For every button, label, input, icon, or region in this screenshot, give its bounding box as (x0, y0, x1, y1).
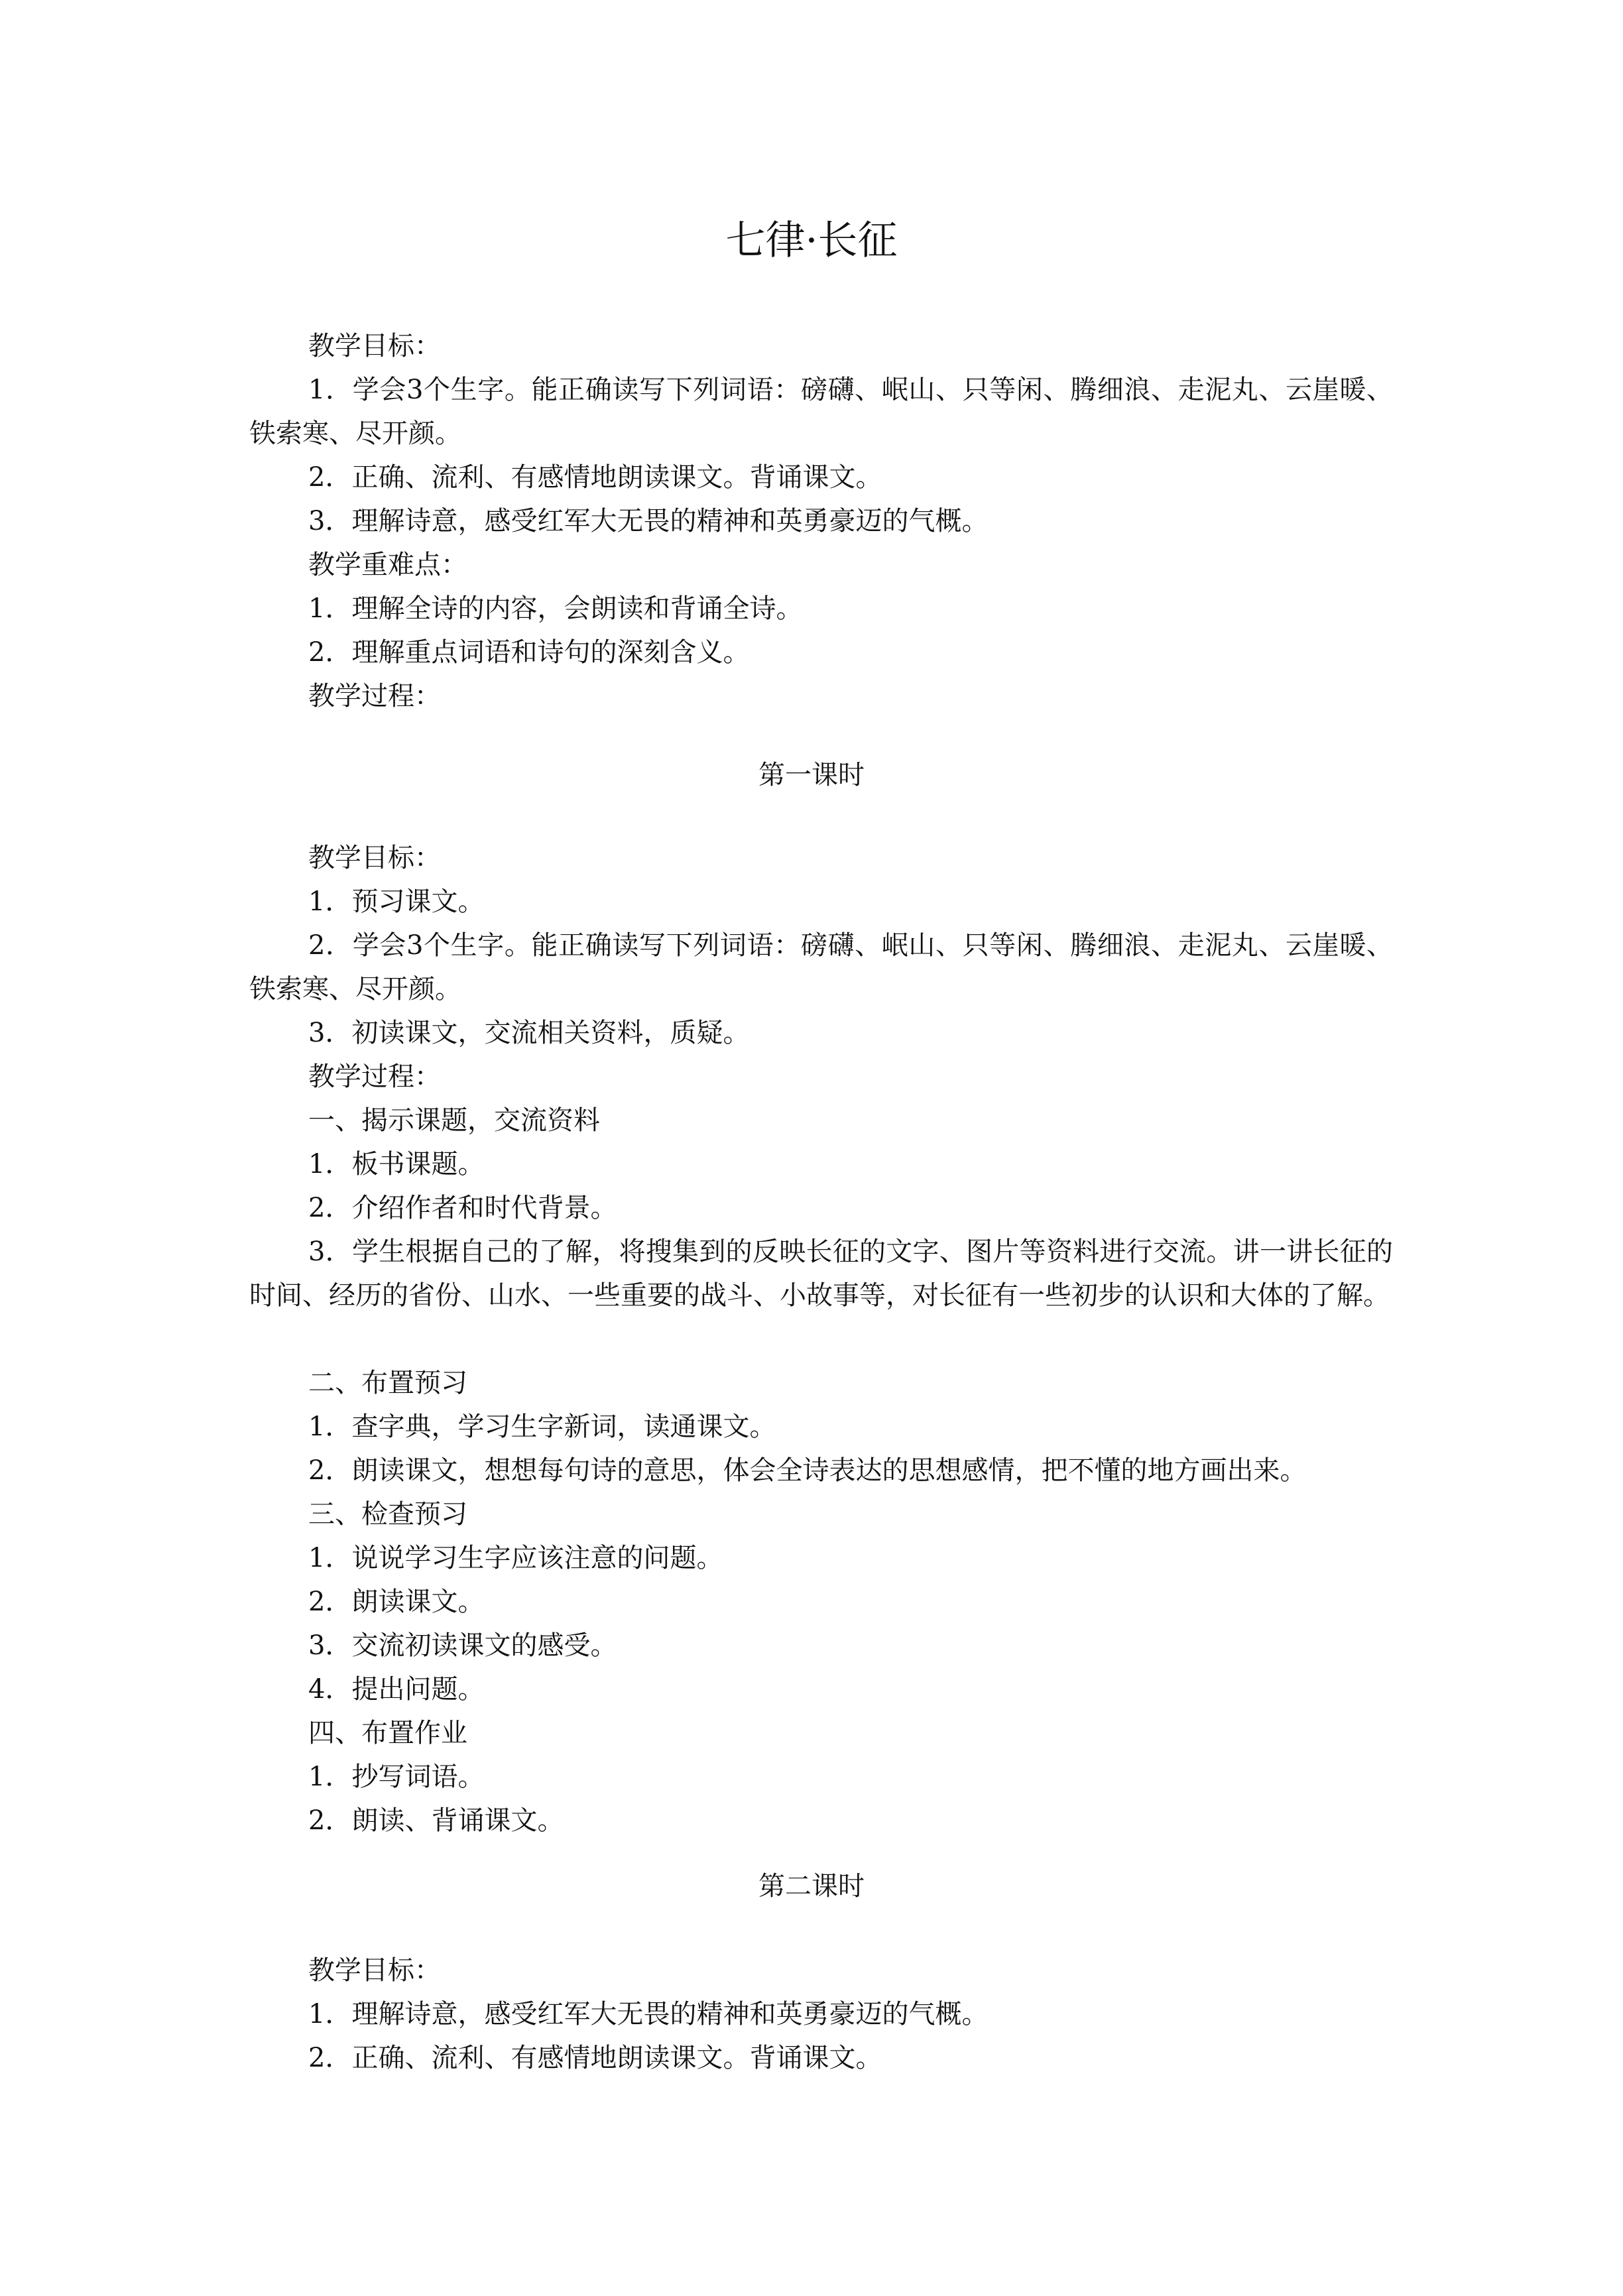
lesson1-step3-heading: 三、检查预习 (308, 1499, 467, 1530)
lesson1-step4-item-1: 1．抄写词语。 (308, 1762, 485, 1792)
lesson1-step1-heading: 一、揭示课题，交流资料 (308, 1105, 600, 1136)
intro-difficulty-heading: 教学重难点： (308, 550, 467, 580)
lesson1-step1-item-2: 2．介绍作者和时代背景。 (308, 1193, 617, 1223)
intro-goal-3: 3．理解诗意，感受红军大无畏的精神和英勇豪迈的气概。 (308, 506, 989, 536)
lesson1-step3-item-2: 2．朗读课文。 (308, 1587, 485, 1617)
page-title: 七律·长征 (725, 217, 898, 264)
lesson2-heading: 第二课时 (758, 1871, 865, 1902)
intro-goal-1: 1．学会3个生字。能正确读写下列词语：磅礴、岷山、只等闲、腾细浪、走泥丸、云崖暖、铁索寒、尽开颜。 (249, 375, 1393, 449)
lesson1-step3-item-4: 4．提出问题。 (308, 1674, 485, 1705)
lesson1-step3-item-3: 3．交流初读课文的感受。 (308, 1630, 617, 1661)
lesson1-goal-1: 1．预习课文。 (308, 886, 485, 917)
lesson2-goals-heading: 教学目标： (308, 1955, 441, 1986)
lesson1-step3-item-1: 1．说说学习生字应该注意的问题。 (308, 1543, 723, 1573)
intro-difficulty-2: 2．理解重点词语和诗句的深刻含义。 (308, 637, 750, 668)
lesson1-step1-item-3: 3．学生根据自己的了解，将搜集到的反映长征的文字、图片等资料进行交流。讲一讲长征的时间、经历的省份、山水、一些重要的战斗、小故事等，对长征有一些初步的认识和大体的了解。 (249, 1237, 1393, 1311)
lesson1-step2-heading: 二、布置预习 (308, 1368, 467, 1398)
lesson1-heading: 第一课时 (758, 760, 865, 790)
intro-process-heading: 教学过程： (308, 681, 441, 711)
intro-goal-2: 2．正确、流利、有感情地朗读课文。背诵课文。 (308, 462, 882, 493)
lesson1-step2-item-2: 2．朗读课文，想想每句诗的意思，体会全诗表达的思想感情，把不懂的地方画出来。 (308, 1455, 1307, 1486)
lesson1-goal-3: 3．初读课文，交流相关资料，质疑。 (308, 1018, 750, 1048)
lesson1-process-heading: 教学过程： (308, 1061, 441, 1092)
lesson1-step4-heading: 四、布置作业 (308, 1718, 467, 1748)
lesson1-goals-heading: 教学目标： (308, 843, 441, 873)
lesson1-step4-item-2: 2．朗读、背诵课文。 (308, 1805, 564, 1836)
lesson1-goal-2: 2．学会3个生字。能正确读写下列词语：磅礴、岷山、只等闲、腾细浪、走泥丸、云崖暖、铁索寒、尽开颜。 (249, 930, 1393, 1004)
intro-goals-heading: 教学目标： (308, 331, 441, 361)
lesson2-goal-2: 2．正确、流利、有感情地朗读课文。背诵课文。 (308, 2043, 882, 2073)
lesson1-step1-item-1: 1．板书课题。 (308, 1149, 485, 1179)
lesson1-step2-item-1: 1．查字典，学习生字新词，读通课文。 (308, 1412, 776, 1442)
lesson2-goal-1: 1．理解诗意，感受红军大无畏的精神和英勇豪迈的气概。 (308, 1999, 989, 2029)
intro-difficulty-1: 1．理解全诗的内容，会朗读和背诵全诗。 (308, 593, 803, 624)
